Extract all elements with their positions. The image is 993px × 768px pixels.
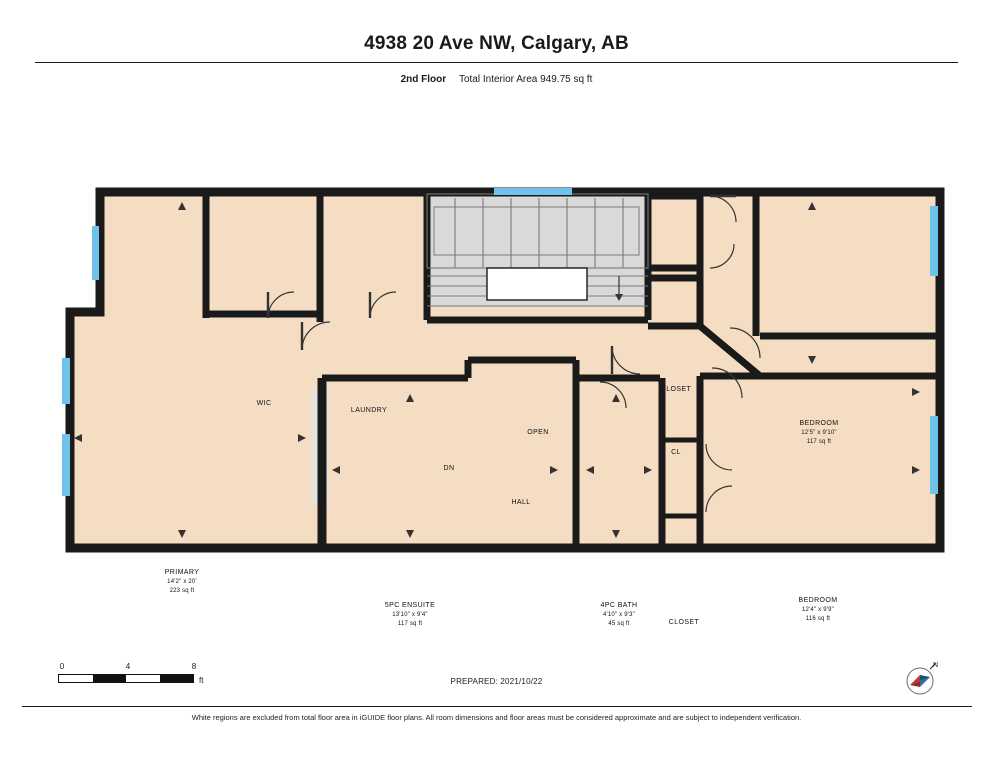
scale-unit-label: ft	[199, 676, 204, 685]
room-area: 45 sq ft	[608, 621, 630, 628]
room-name: LAUNDRY	[350, 406, 388, 414]
room-label-dn	[444, 464, 455, 474]
room-label-wic	[257, 399, 272, 409]
room-label-closet2	[669, 618, 699, 628]
footer-divider	[22, 706, 972, 707]
compass-north-label: N	[933, 662, 939, 669]
page-title: 4938 20 Ave NW, Calgary, AB	[364, 33, 629, 54]
room-label-laundry	[351, 406, 387, 416]
scale-tick-8: 8	[191, 662, 197, 671]
room-area: 116 sq ft	[805, 616, 831, 623]
room-name: HALL	[511, 498, 531, 506]
room-label-hall	[511, 498, 530, 508]
plan-header	[0, 0, 993, 85]
room-label-bedroom2	[799, 596, 838, 624]
floorplan-svg	[0, 150, 993, 580]
room-dimensions: 4'10" x 9'3"	[603, 612, 635, 619]
room-name: CL	[671, 448, 681, 456]
compass-rose	[900, 657, 944, 701]
room-label-closet1	[661, 385, 691, 395]
room-dimensions: 13'10" x 9'4"	[392, 612, 428, 619]
room-fills	[68, 190, 940, 550]
room-label-open	[527, 428, 548, 438]
plan-subtitle	[0, 63, 993, 85]
total-area-label: Total Interior Area 949.75 sq ft	[458, 74, 593, 85]
disclaimer-text: White regions are excluded from total floor area in iGUIDE floor plans. All room dimensions and floor areas must be considered approximate and are subject to independent verification.	[191, 713, 802, 722]
room-name: CLOSET	[660, 385, 692, 393]
room-name: OPEN	[527, 428, 549, 436]
room-name: WIC	[256, 399, 272, 407]
room-name: DN	[443, 464, 455, 472]
room-name: 5PC ENSUITE	[384, 602, 436, 610]
room-label-bedroom1	[800, 419, 839, 447]
room-name: CLOSET	[668, 618, 700, 626]
room-name: BEDROOM	[799, 420, 839, 428]
room-label-bath	[601, 601, 638, 629]
scale-tick-0: 0	[59, 662, 65, 671]
scale-tick-4: 4	[125, 662, 131, 671]
floor-label: 2nd Floor	[400, 74, 447, 85]
room-area: 117 sq ft	[397, 621, 423, 628]
room-area: 223 sq ft	[169, 588, 195, 595]
room-label-primary	[165, 568, 200, 596]
room-label-cl	[671, 448, 681, 458]
room-name: PRIMARY	[164, 569, 200, 577]
room-name: 4PC BATH	[600, 602, 638, 610]
room-dimensions: 14'2" x 20'	[167, 579, 197, 586]
room-dimensions: 12'5" x 9'10"	[801, 430, 837, 437]
prepared-date: PREPARED: 2021/10/22	[450, 677, 543, 686]
room-area: 117 sq ft	[806, 439, 832, 446]
floorplan-canvas	[0, 150, 993, 628]
room-name: BEDROOM	[798, 597, 838, 605]
room-dimensions: 12'4" x 9'9"	[802, 607, 834, 614]
room-label-ensuite	[385, 601, 435, 629]
